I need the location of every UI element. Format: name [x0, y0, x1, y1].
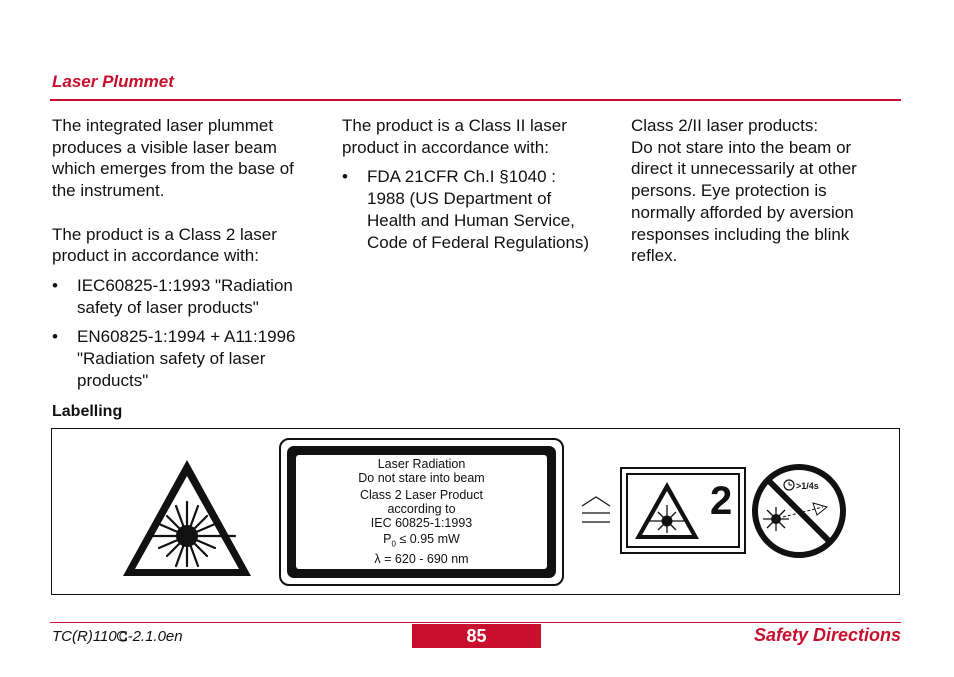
label-text: [296, 457, 547, 566]
power-value: ≤ 0.95 mW: [399, 532, 460, 546]
bullet-icon: •: [52, 327, 58, 347]
column-3: [631, 115, 906, 267]
col3-paragraph: [631, 115, 906, 267]
laser-warning-label: [279, 438, 564, 586]
arrow-pointer-icon: [580, 495, 612, 525]
list-item: [342, 166, 617, 253]
label-body: [296, 455, 547, 569]
list-item: [52, 275, 327, 318]
footer-section-title: Safety Directions: [753, 625, 901, 645]
text-line: EN60825-1:1994 + A11:1996: [77, 327, 296, 347]
text-line: the instrument.: [52, 181, 165, 201]
text-line: Code of Federal Regulations): [367, 232, 590, 252]
text-line: The product is a Class 2 laser: [52, 224, 277, 244]
col2-paragraph-1: [342, 115, 617, 158]
power-symbol: P: [383, 532, 392, 546]
label-line: Laser Radiation: [377, 457, 466, 471]
doc-code-symbol: C: [116, 629, 128, 645]
text-line: "Radiation safety of laser: [77, 349, 266, 369]
bullet-icon: •: [52, 275, 58, 295]
class-number: 2: [710, 479, 733, 523]
document-code: [52, 628, 183, 646]
labelling-heading: Labelling: [52, 403, 123, 420]
doc-code-suffix: -2.1.0en: [127, 628, 183, 645]
text-line: Class 2/II laser products:: [631, 116, 819, 135]
text-line: product in accordance with:: [342, 137, 549, 157]
text-line: normally afforded by aversion: [631, 202, 854, 222]
footer-rule: [50, 622, 901, 623]
col2-bullet-list: [342, 166, 617, 253]
text-line: IEC60825-1:1993 "Radiation: [77, 275, 293, 295]
text-line: The integrated laser plummet: [52, 116, 274, 135]
list-item: [52, 326, 327, 391]
label-line: IEC 60825-1:1993: [370, 516, 473, 530]
laser-class-sign-icon: [620, 467, 746, 554]
col1-bullet-list: [52, 275, 327, 392]
text-line: 1988 (US Department of: [367, 189, 552, 209]
no-stare-icon: [751, 463, 847, 559]
text-line: produces a visible laser beam: [52, 137, 277, 157]
text-line: persons. Eye protection is: [631, 181, 827, 201]
text-line: Do not stare into the beam or: [631, 137, 852, 157]
text-line: product in accordance with:: [52, 246, 259, 266]
small-laser-triangle-icon: [634, 481, 700, 541]
text-line: reflex.: [631, 246, 678, 266]
label-frame: [287, 446, 556, 578]
label-line: Do not stare into beam: [358, 471, 485, 485]
class-sign-frame: [626, 473, 740, 548]
text-line: safety of laser products": [77, 297, 259, 317]
doc-code: TC(R)110: [52, 628, 117, 645]
header-rule: [50, 99, 901, 101]
text-line: which emerges from the base of: [52, 159, 294, 179]
text-line: responses including the blink: [631, 224, 850, 244]
column-1: [52, 115, 327, 399]
label-wavelength: λ = 620 - 690 nm: [374, 551, 469, 566]
column-2: [342, 115, 617, 261]
col1-paragraph-2: [52, 224, 327, 267]
label-line: according to: [387, 502, 456, 516]
text-line: direct it unnecessarily at other: [631, 159, 857, 179]
col1-paragraph-1: [52, 115, 327, 202]
laser-warning-triangle-icon: [121, 458, 253, 578]
text-line: Health and Human Service,: [367, 210, 575, 230]
bullet-icon: •: [342, 167, 348, 187]
power-subscript: 0: [391, 539, 396, 549]
label-power-line: [296, 532, 547, 552]
text-line: FDA 21CFR Ch.I §1040 :: [367, 167, 556, 187]
no-stare-time: >1/4s: [796, 481, 819, 491]
text-line: The product is a Class II laser: [342, 116, 567, 135]
section-title: Laser Plummet: [52, 72, 174, 91]
text-line: products": [77, 370, 149, 390]
page-number: 85: [412, 624, 541, 648]
label-line: Class 2 Laser Product: [360, 488, 483, 502]
